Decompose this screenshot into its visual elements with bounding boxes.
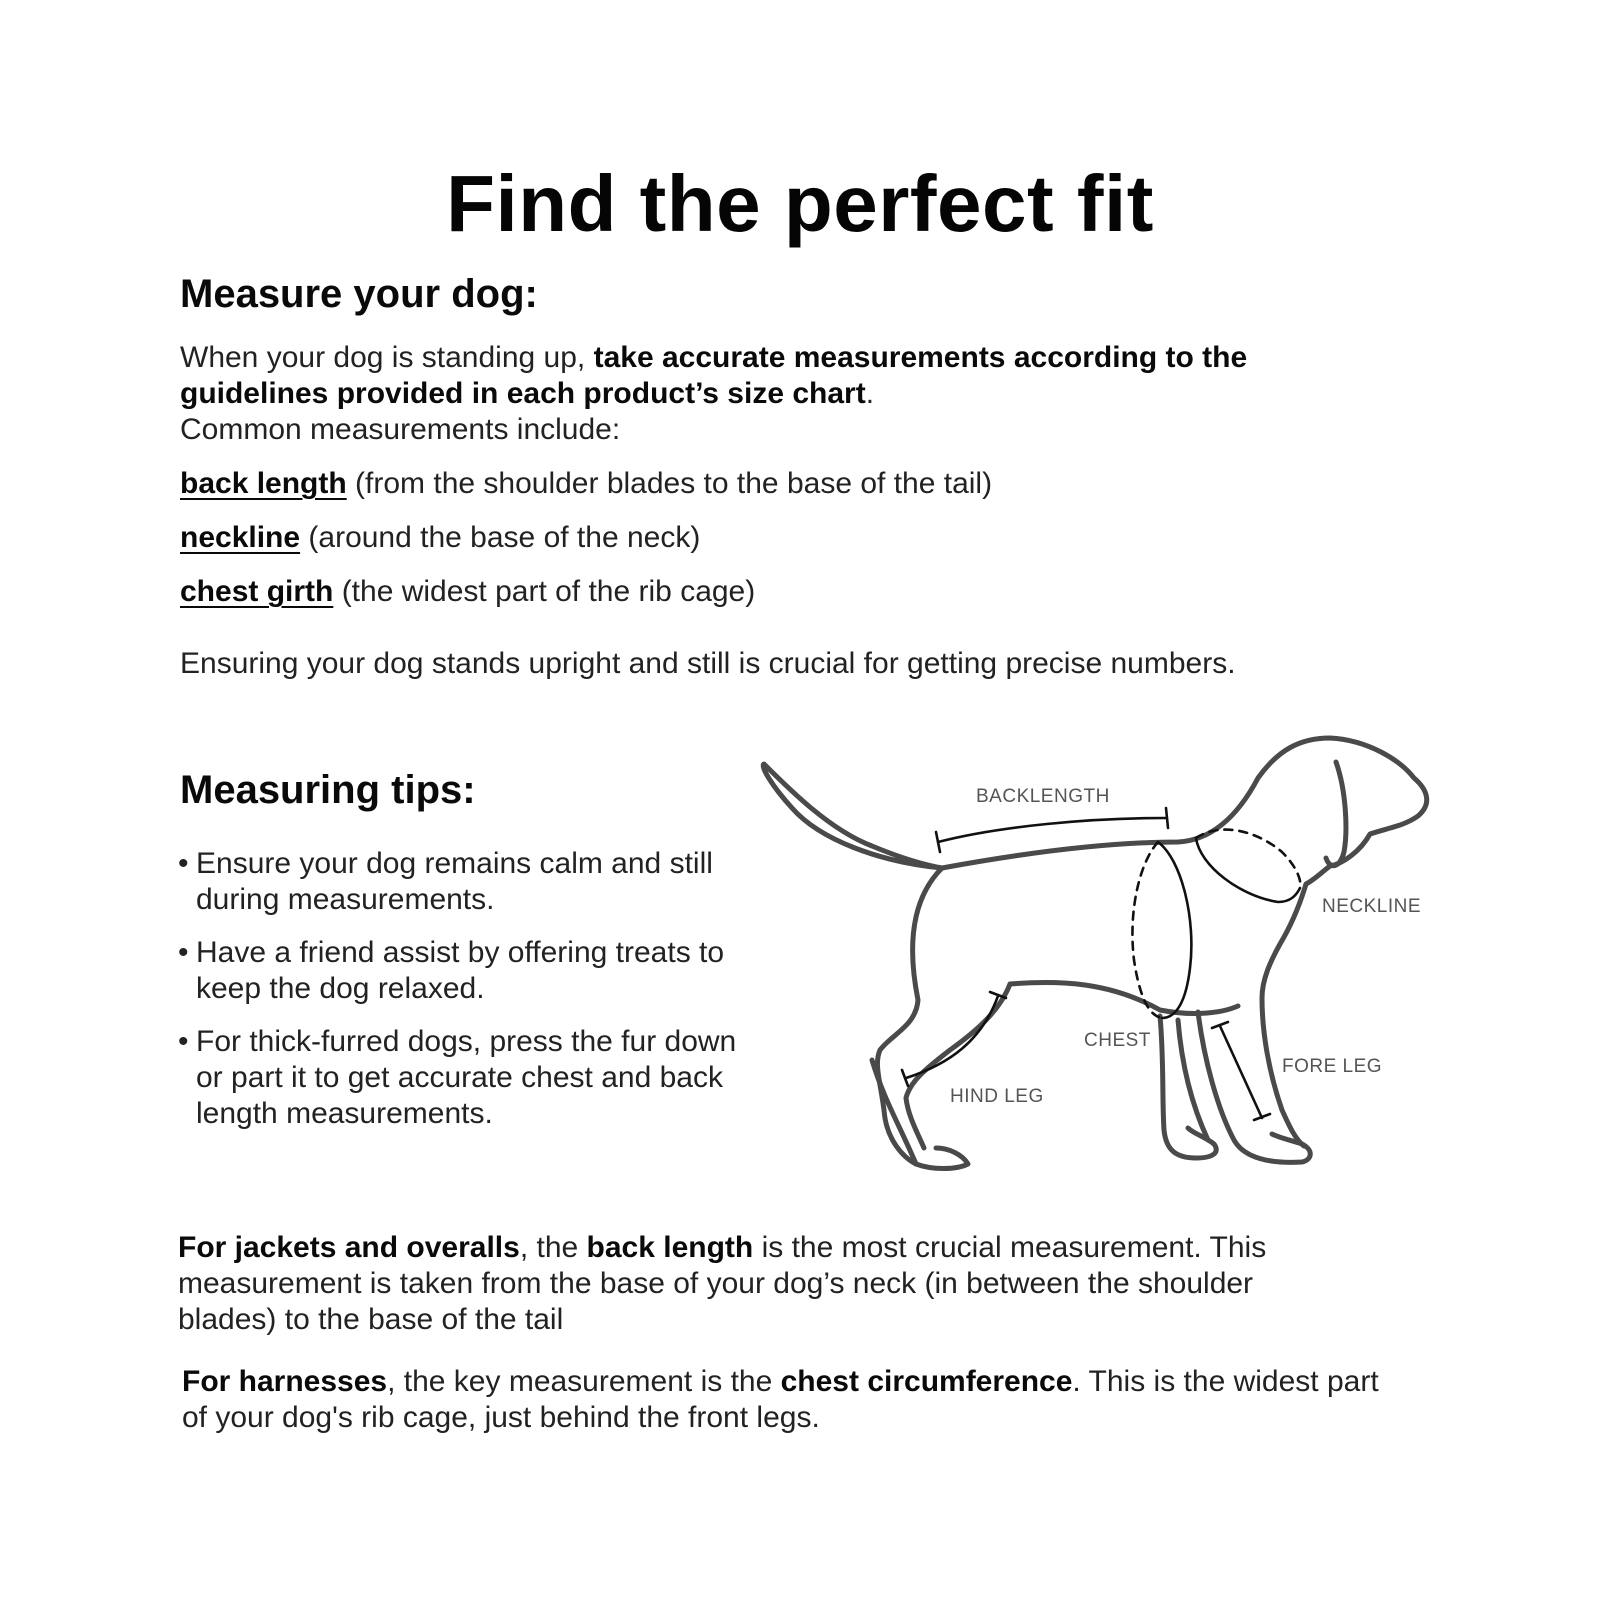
term-chest-girth: chest girth [180, 575, 334, 608]
harnesses-paragraph [182, 1364, 1382, 1436]
dog-fore-leg-front [1198, 1012, 1310, 1162]
jackets-bold-2: back length [586, 1231, 754, 1264]
dog-hind-leg-outer [877, 868, 968, 1169]
fore-leg-line [1220, 1026, 1262, 1118]
harnesses-text-2: . This is the widest part of your dog's rib cage, just behind the front legs. [182, 1365, 1379, 1434]
measure-note: Ensuring your dog stands upright and still is crucial for getting precise numbers. [180, 647, 1236, 680]
label-chest: CHEST [1084, 1030, 1151, 1051]
chest-solid [1158, 842, 1191, 1018]
jackets-paragraph [178, 1230, 1278, 1338]
intro-end: . [865, 377, 875, 410]
intro-plain: When your dog is standing up, [180, 341, 594, 374]
term-back-length: back length [180, 467, 347, 500]
desc-neckline: (around the base of the neck) [300, 521, 701, 554]
tip-text: Have a friend assist by offering treats to keep the dog relaxed. [196, 936, 725, 1005]
bullet: • [178, 1025, 189, 1058]
common-measurements: Common measurements include: [180, 413, 621, 446]
neckline-solid [1196, 838, 1300, 902]
bullet: • [178, 847, 189, 880]
hind-leg-line [906, 996, 998, 1078]
dog-belly [1010, 982, 1238, 1013]
tips-heading: Measuring tips: [180, 768, 476, 812]
desc-chest-girth: (the widest part of the rib cage) [333, 575, 756, 608]
intro-bold: take accurate measurements according to the guidelines provided in each product’s size chart [180, 341, 1248, 410]
backlength-line [938, 818, 1166, 842]
harnesses-bold-2: chest circumference [780, 1365, 1073, 1398]
backlength-cap-right [1166, 808, 1168, 828]
dog-ear [1326, 762, 1346, 866]
tip-text: Ensure your dog remains calm and still during measurements. [196, 847, 713, 916]
label-hind-leg: HIND LEG [950, 1086, 1044, 1107]
jackets-text-1: , the [519, 1231, 587, 1264]
tip-text: For thick-furred dogs, press the fur down or part it to get accurate chest and back length measurements. [196, 1025, 737, 1130]
harnesses-text-1: , the key measurement is the [387, 1365, 781, 1398]
jackets-text-2: is the most crucial measurement. This measurement is taken from the base of your dog’s neck (in between the shoulder blades) to the base of the tail [178, 1231, 1267, 1336]
desc-back-length: (from the shoulder blades to the base of the tail) [346, 467, 993, 500]
label-backlength: BACKLENGTH [976, 786, 1110, 807]
label-neckline: NECKLINE [1322, 896, 1422, 917]
neckline-dashed [1196, 830, 1300, 888]
page-title: Find the perfect fit [446, 159, 1154, 248]
term-neckline: neckline [180, 521, 301, 554]
label-fore-leg: FORE LEG [1282, 1056, 1383, 1077]
dog-hind-leg-inner [906, 984, 1010, 1148]
jackets-bold-1: For jackets and overalls [178, 1231, 520, 1264]
chest-dashed [1132, 842, 1162, 1018]
measure-heading: Measure your dog: [180, 272, 538, 316]
bullet: • [178, 936, 189, 969]
harnesses-bold-1: For harnesses [182, 1365, 388, 1398]
